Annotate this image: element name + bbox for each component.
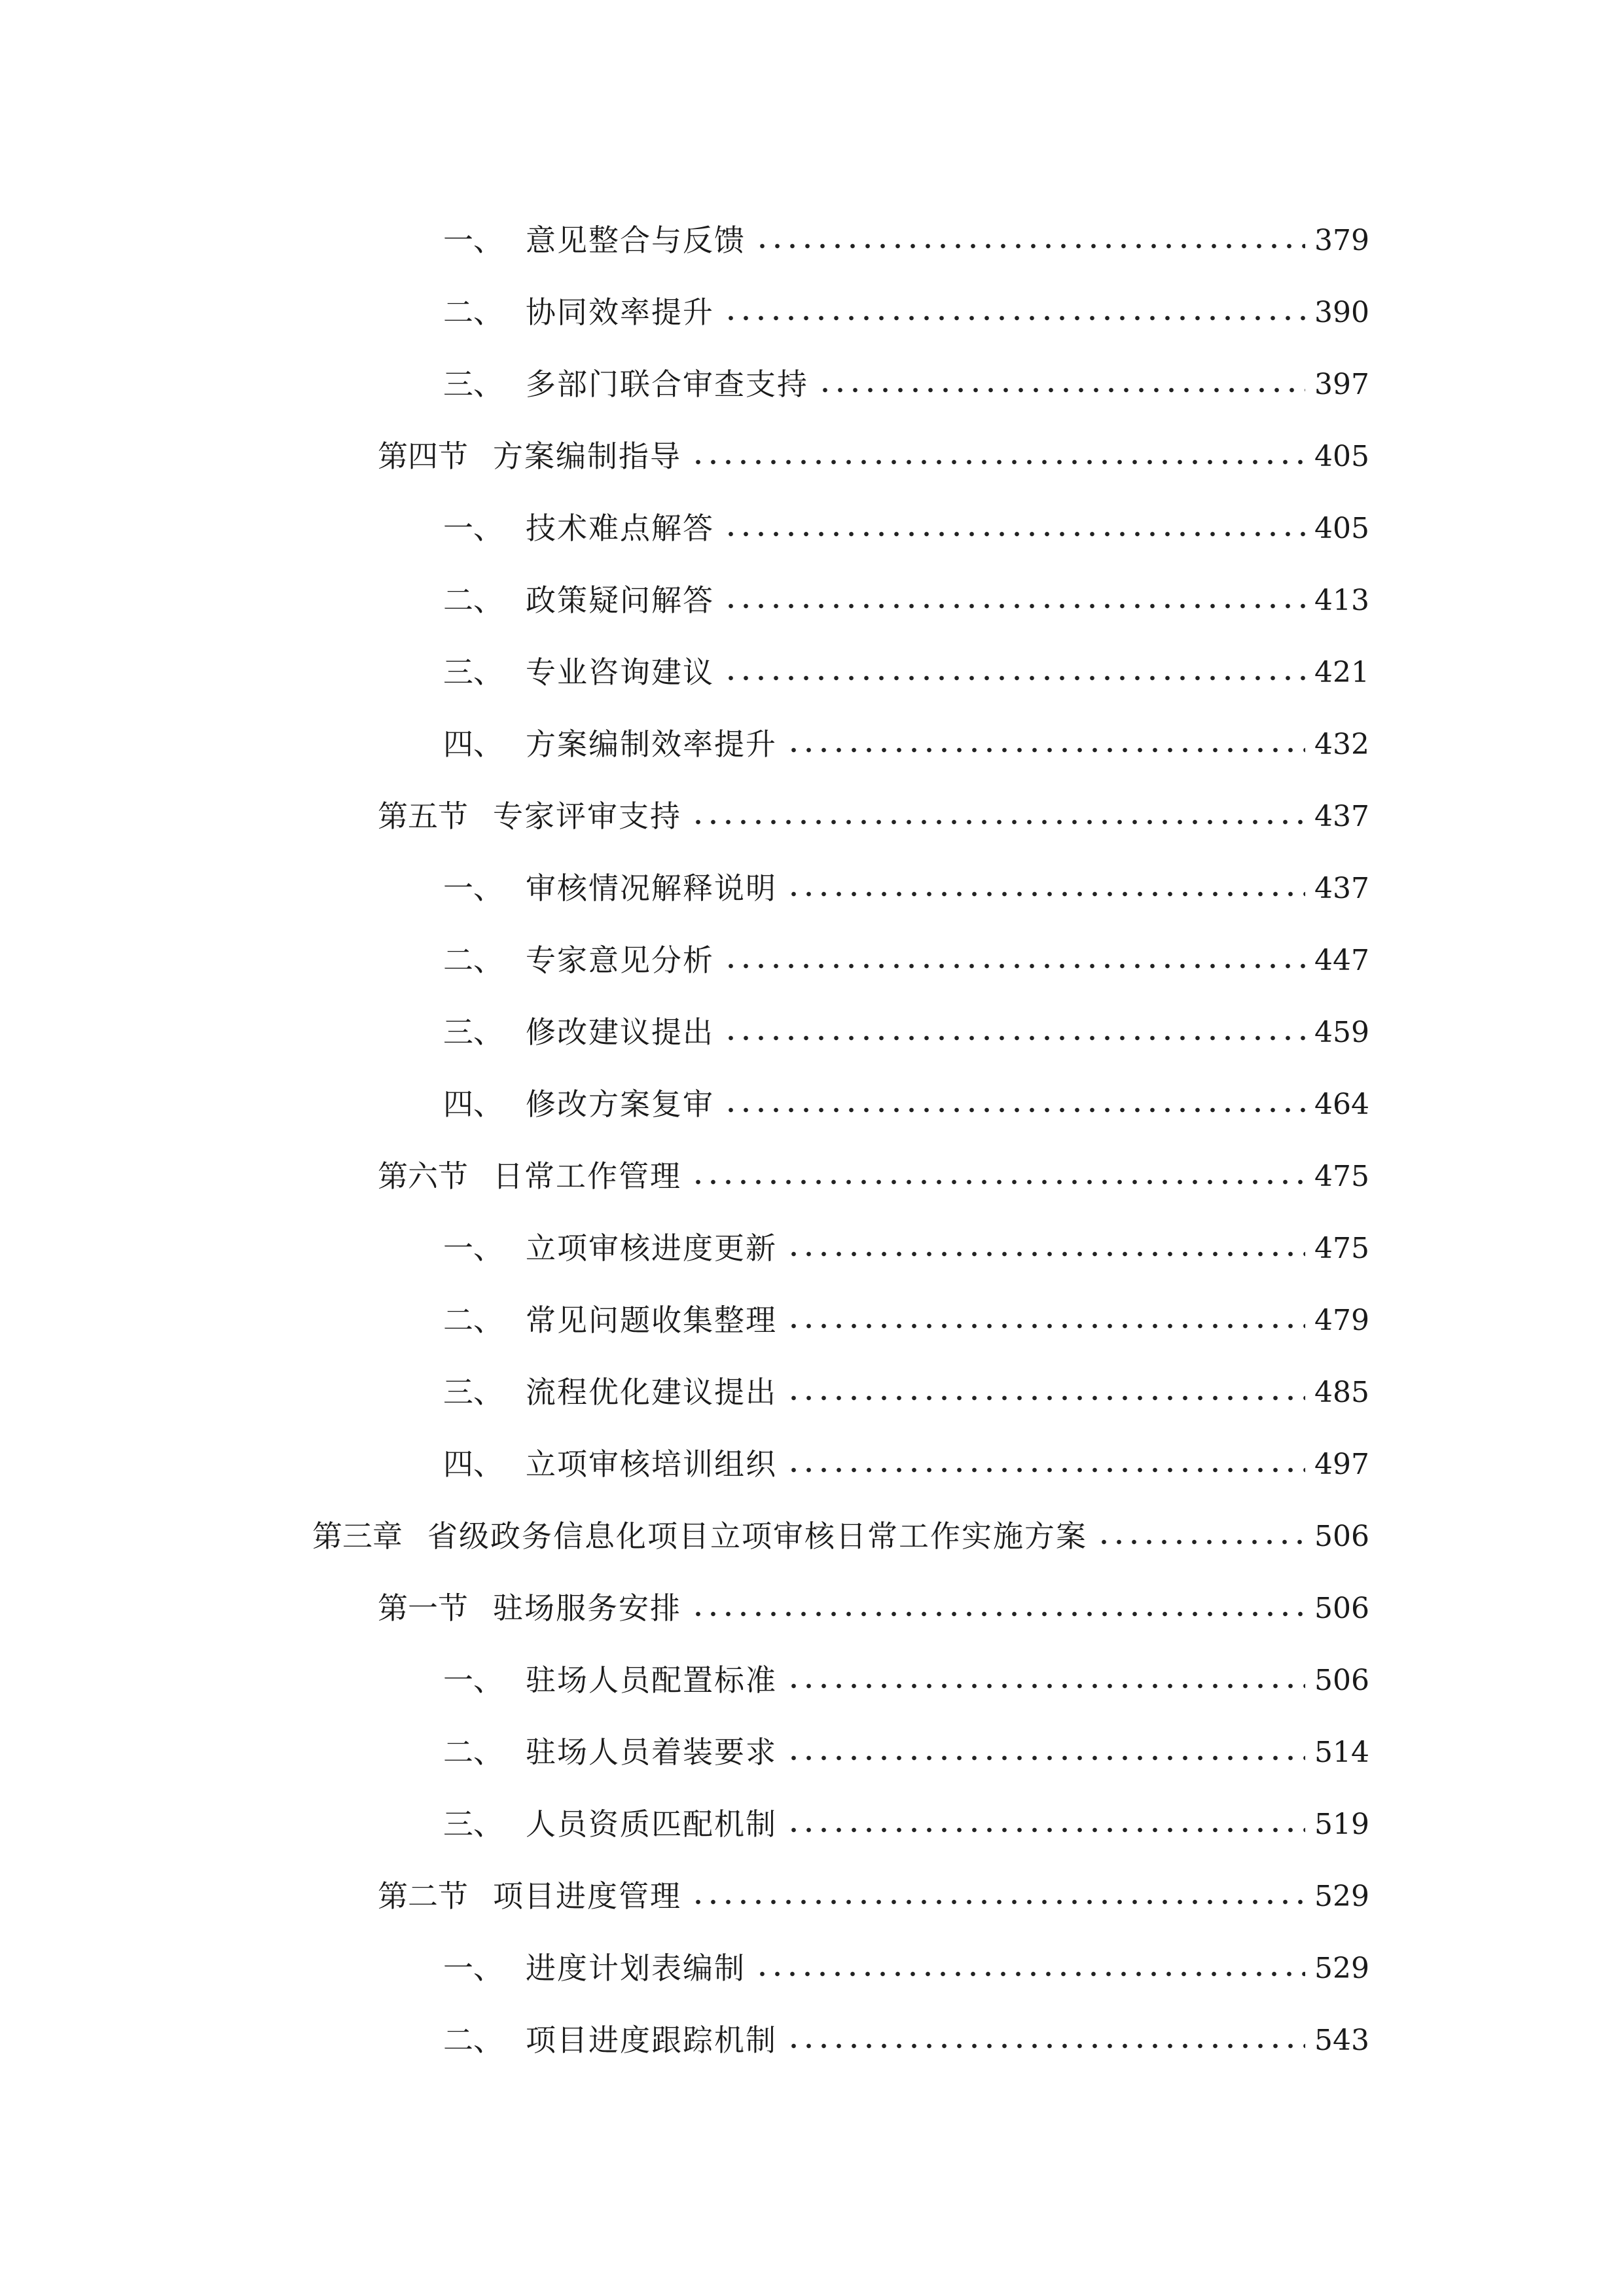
toc-entry[interactable] bbox=[443, 851, 1369, 906]
entry-title: 方案编制指导 bbox=[493, 439, 681, 474]
entry-page-number: 390 bbox=[1314, 296, 1369, 329]
toc-entry[interactable] bbox=[378, 1571, 1369, 1626]
entry-title: 立项审核进度更新 bbox=[526, 1230, 777, 1266]
entry-number: 第一节 bbox=[378, 1590, 468, 1626]
toc-entry[interactable] bbox=[378, 419, 1369, 474]
entry-page-number: 543 bbox=[1314, 2024, 1369, 2057]
toc-entry[interactable] bbox=[443, 203, 1369, 258]
entry-number: 二、 bbox=[443, 2022, 503, 2058]
entry-page-number: 506 bbox=[1314, 1520, 1369, 1553]
toc-entry[interactable] bbox=[443, 1643, 1369, 1698]
entry-title: 专家评审支持 bbox=[493, 798, 681, 834]
entry-page-number: 506 bbox=[1314, 1592, 1369, 1625]
entry-page-number: 506 bbox=[1314, 1664, 1369, 1697]
toc-entry[interactable] bbox=[378, 779, 1369, 834]
entry-page-number: 475 bbox=[1314, 1160, 1369, 1193]
entry-number: 二、 bbox=[443, 583, 503, 618]
toc-entry[interactable] bbox=[443, 275, 1369, 330]
dot-leader bbox=[723, 962, 1305, 970]
toc-entry[interactable] bbox=[443, 2003, 1369, 2058]
toc-entry[interactable] bbox=[443, 491, 1369, 546]
entry-number: 二、 bbox=[443, 1734, 503, 1770]
entry-number: 三、 bbox=[443, 1374, 503, 1410]
toc-entry[interactable] bbox=[443, 1715, 1369, 1770]
entry-title: 修改建议提出 bbox=[526, 1014, 714, 1050]
entry-number: 四、 bbox=[443, 726, 503, 762]
toc-entry[interactable] bbox=[312, 1499, 1369, 1554]
dot-leader bbox=[723, 674, 1305, 682]
entry-title: 政策疑问解答 bbox=[526, 583, 714, 618]
entry-title: 日常工作管理 bbox=[493, 1158, 681, 1194]
entry-number: 第三章 bbox=[312, 1518, 403, 1554]
dot-leader bbox=[786, 1682, 1305, 1690]
entry-page-number: 379 bbox=[1314, 224, 1369, 257]
dot-leader bbox=[723, 530, 1305, 538]
dot-leader bbox=[691, 1178, 1305, 1186]
entry-number: 三、 bbox=[443, 655, 503, 690]
dot-leader bbox=[786, 1754, 1305, 1762]
dot-leader bbox=[1096, 1538, 1305, 1546]
entry-title: 常见问题收集整理 bbox=[526, 1302, 777, 1338]
entry-page-number: 405 bbox=[1314, 440, 1369, 473]
toc-entry[interactable] bbox=[443, 347, 1369, 402]
entry-number: 第二节 bbox=[378, 1878, 468, 1914]
entry-title: 驻场人员配置标准 bbox=[526, 1662, 777, 1698]
entry-page-number: 529 bbox=[1314, 1880, 1369, 1913]
entry-page-number: 421 bbox=[1314, 656, 1369, 689]
toc-entry[interactable] bbox=[443, 1931, 1369, 1986]
dot-leader bbox=[723, 1034, 1305, 1042]
entry-number: 第六节 bbox=[378, 1158, 468, 1194]
entry-number: 三、 bbox=[443, 367, 503, 402]
entry-page-number: 514 bbox=[1314, 1736, 1369, 1769]
entry-title: 流程优化建议提出 bbox=[526, 1374, 777, 1410]
toc-entry[interactable] bbox=[443, 563, 1369, 618]
entry-number: 三、 bbox=[443, 1806, 503, 1842]
toc-entry[interactable] bbox=[443, 1283, 1369, 1338]
dot-leader bbox=[786, 1466, 1305, 1474]
dot-leader bbox=[786, 746, 1305, 754]
dot-leader bbox=[755, 242, 1305, 250]
entry-number: 二、 bbox=[443, 1302, 503, 1338]
entry-title: 协同效率提升 bbox=[526, 295, 714, 330]
entry-number: 一、 bbox=[443, 1230, 503, 1266]
entry-page-number: 405 bbox=[1314, 512, 1369, 545]
entry-page-number: 475 bbox=[1314, 1232, 1369, 1265]
entry-title: 技术难点解答 bbox=[526, 511, 714, 546]
entry-title: 驻场服务安排 bbox=[493, 1590, 681, 1626]
entry-title: 人员资质匹配机制 bbox=[526, 1806, 777, 1842]
dot-leader bbox=[786, 1394, 1305, 1402]
entry-page-number: 413 bbox=[1314, 584, 1369, 617]
entry-number: 四、 bbox=[443, 1446, 503, 1482]
toc-entry[interactable] bbox=[443, 1427, 1369, 1482]
dot-leader bbox=[691, 458, 1305, 466]
entry-page-number: 459 bbox=[1314, 1016, 1369, 1049]
entry-page-number: 447 bbox=[1314, 944, 1369, 977]
entry-title: 省级政务信息化项目立项审核日常工作实施方案 bbox=[427, 1518, 1087, 1554]
entry-page-number: 464 bbox=[1314, 1088, 1369, 1121]
entry-title: 专家意见分析 bbox=[526, 942, 714, 978]
dot-leader bbox=[786, 2042, 1305, 2050]
entry-title: 多部门联合审查支持 bbox=[526, 367, 808, 402]
toc-entry[interactable] bbox=[443, 1067, 1369, 1122]
toc-entry[interactable] bbox=[443, 995, 1369, 1050]
entry-page-number: 479 bbox=[1314, 1304, 1369, 1337]
entry-page-number: 497 bbox=[1314, 1448, 1369, 1481]
entry-page-number: 437 bbox=[1314, 800, 1369, 833]
entry-number: 一、 bbox=[443, 511, 503, 546]
toc-entry[interactable] bbox=[443, 923, 1369, 978]
entry-number: 一、 bbox=[443, 223, 503, 258]
entry-title: 方案编制效率提升 bbox=[526, 726, 777, 762]
toc-entry[interactable] bbox=[443, 635, 1369, 690]
entry-number: 第四节 bbox=[378, 439, 468, 474]
entry-title: 专业咨询建议 bbox=[526, 655, 714, 690]
entry-title: 修改方案复审 bbox=[526, 1086, 714, 1122]
entry-title: 进度计划表编制 bbox=[526, 1950, 746, 1986]
entry-page-number: 432 bbox=[1314, 728, 1369, 761]
dot-leader bbox=[786, 1322, 1305, 1330]
entry-number: 四、 bbox=[443, 1086, 503, 1122]
dot-leader bbox=[691, 1610, 1305, 1618]
entry-page-number: 437 bbox=[1314, 872, 1369, 905]
entry-page-number: 519 bbox=[1314, 1808, 1369, 1841]
toc-entry[interactable] bbox=[378, 1859, 1369, 1914]
entry-title: 项目进度管理 bbox=[493, 1878, 681, 1914]
entry-number: 第五节 bbox=[378, 798, 468, 834]
toc-entry[interactable] bbox=[443, 1211, 1369, 1266]
dot-leader bbox=[691, 818, 1305, 826]
toc-entry[interactable] bbox=[443, 1787, 1369, 1842]
dot-leader bbox=[691, 1898, 1305, 1906]
entry-number: 一、 bbox=[443, 1950, 503, 1986]
entry-page-number: 397 bbox=[1314, 368, 1369, 401]
entry-title: 驻场人员着装要求 bbox=[526, 1734, 777, 1770]
entry-title: 审核情况解释说明 bbox=[526, 870, 777, 906]
entry-number: 一、 bbox=[443, 870, 503, 906]
entry-number: 一、 bbox=[443, 1662, 503, 1698]
toc-entry[interactable] bbox=[443, 707, 1369, 762]
dot-leader bbox=[786, 1250, 1305, 1258]
dot-leader bbox=[755, 1970, 1305, 1978]
dot-leader bbox=[818, 386, 1305, 394]
toc-entry[interactable] bbox=[378, 1139, 1369, 1194]
entry-number: 三、 bbox=[443, 1014, 503, 1050]
entry-number: 二、 bbox=[443, 295, 503, 330]
dot-leader bbox=[786, 1826, 1305, 1834]
entry-title: 项目进度跟踪机制 bbox=[526, 2022, 777, 2058]
entry-title: 立项审核培训组织 bbox=[526, 1446, 777, 1482]
entry-page-number: 485 bbox=[1314, 1376, 1369, 1409]
entry-page-number: 529 bbox=[1314, 1952, 1369, 1985]
entry-title: 意见整合与反馈 bbox=[526, 223, 746, 258]
dot-leader bbox=[723, 314, 1305, 322]
dot-leader bbox=[723, 1106, 1305, 1114]
dot-leader bbox=[723, 602, 1305, 610]
toc-entry[interactable] bbox=[443, 1355, 1369, 1410]
dot-leader bbox=[786, 890, 1305, 898]
entry-number: 二、 bbox=[443, 942, 503, 978]
